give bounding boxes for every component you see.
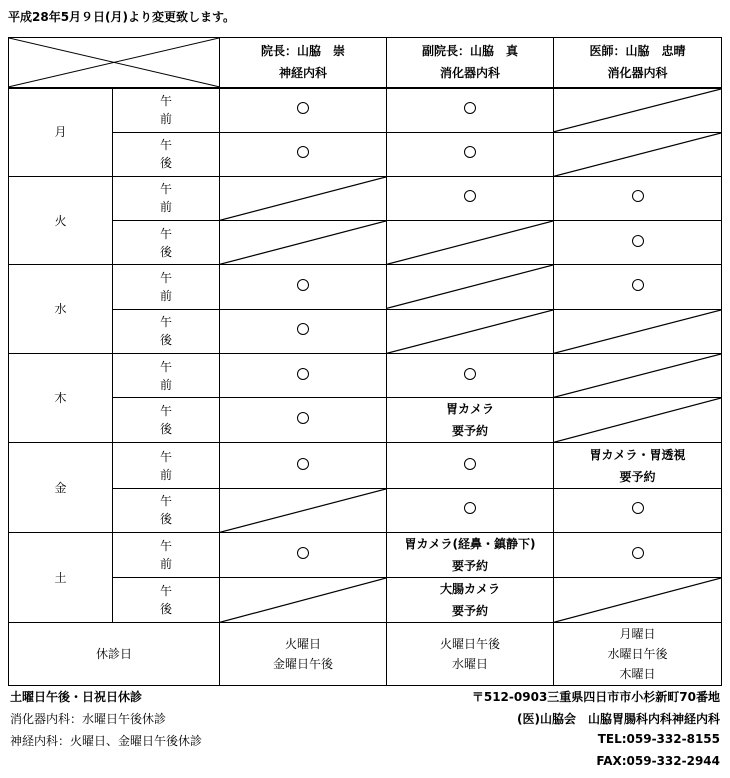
available-circle-icon bbox=[297, 412, 309, 424]
am-label-cell bbox=[113, 265, 220, 309]
available-circle-icon bbox=[297, 323, 309, 335]
pm-label: 後 bbox=[159, 244, 172, 259]
schedule-row bbox=[9, 532, 722, 577]
doctor-title: 副院長：山脇 真 bbox=[421, 44, 518, 59]
am-label: 午 bbox=[159, 94, 172, 109]
pm-label: 午 bbox=[159, 584, 172, 599]
pm-label: 後 bbox=[159, 156, 172, 171]
am-label-cell bbox=[113, 443, 220, 488]
doctor-header bbox=[387, 38, 554, 88]
clinic-tel: TEL:059-332-8155 bbox=[597, 732, 720, 746]
schedule-row bbox=[9, 221, 722, 265]
day-cell: 水 bbox=[9, 265, 113, 354]
am-label-cell bbox=[113, 532, 220, 577]
schedule-row bbox=[9, 176, 722, 220]
schedule-cell bbox=[220, 221, 387, 265]
header-row bbox=[9, 38, 722, 88]
am-label: 前 bbox=[159, 377, 172, 392]
schedule-cell bbox=[220, 353, 387, 397]
corner-cross bbox=[9, 38, 219, 87]
closed-slash bbox=[220, 221, 386, 264]
am-label-cell bbox=[113, 353, 220, 397]
schedule-cell bbox=[554, 176, 722, 220]
holiday-cell bbox=[220, 623, 387, 686]
schedule-cell bbox=[387, 265, 554, 309]
pm-label-cell bbox=[113, 578, 220, 623]
closed-slash bbox=[220, 177, 386, 220]
am-label: 前 bbox=[159, 200, 172, 215]
available-circle-icon bbox=[297, 458, 309, 470]
schedule-cell bbox=[387, 309, 554, 353]
closed-slash bbox=[554, 310, 721, 353]
holiday-value: 月曜日 bbox=[619, 627, 656, 642]
pm-label: 午 bbox=[159, 138, 172, 153]
am-label-cell bbox=[113, 176, 220, 220]
schedule-cell bbox=[220, 443, 387, 488]
pm-label-cell bbox=[113, 309, 220, 353]
pm-label: 午 bbox=[159, 404, 172, 419]
available-circle-icon bbox=[632, 547, 644, 559]
schedule-cell bbox=[554, 488, 722, 532]
schedule-cell bbox=[220, 488, 387, 532]
schedule-cell bbox=[554, 88, 722, 132]
notice-text: 平成28年5月９日(月)より変更致します。 bbox=[8, 10, 236, 24]
pm-label: 午 bbox=[159, 226, 172, 241]
am-label: 午 bbox=[159, 359, 172, 374]
schedule-row bbox=[9, 398, 722, 443]
closed-slash bbox=[387, 265, 553, 308]
schedule-cell bbox=[220, 578, 387, 623]
schedule-cell bbox=[220, 532, 387, 577]
doctor-header bbox=[554, 38, 722, 88]
schedule-cell bbox=[554, 443, 722, 488]
available-circle-icon bbox=[464, 502, 476, 514]
doctor-dept: 消化器内科 bbox=[439, 66, 500, 81]
am-label: 前 bbox=[159, 288, 172, 303]
schedule-cell bbox=[387, 488, 554, 532]
schedule-row bbox=[9, 443, 722, 488]
pm-label: 後 bbox=[159, 333, 172, 348]
available-circle-icon bbox=[632, 190, 644, 202]
closed-slash bbox=[554, 578, 721, 622]
schedule-cell bbox=[554, 578, 722, 623]
holiday-value: 水曜日 bbox=[451, 657, 488, 672]
available-circle-icon bbox=[632, 235, 644, 247]
footer-note-1: 土曜日午後・日祝日休診 bbox=[10, 690, 143, 704]
pm-label: 午 bbox=[159, 315, 172, 330]
schedule-row bbox=[9, 265, 722, 309]
footer-note-3: 神経内科：火曜日、金曜日午後休診 bbox=[10, 734, 203, 748]
holiday-value: 火曜日午後 bbox=[439, 637, 500, 652]
am-label: 前 bbox=[159, 467, 172, 482]
appointment-note: 胃カメラ・胃透視 bbox=[589, 447, 686, 462]
am-label: 午 bbox=[159, 270, 172, 285]
doctor-dept: 消化器内科 bbox=[607, 66, 668, 81]
available-circle-icon bbox=[632, 279, 644, 291]
closed-slash bbox=[220, 578, 386, 622]
clinic-name: (医)山脇会 山脇胃腸科内科神経内科 bbox=[517, 712, 720, 726]
appointment-note: 胃カメラ(経鼻・鎮静下) bbox=[404, 537, 536, 552]
day-cell: 木 bbox=[9, 353, 113, 443]
appointment-note: 要予約 bbox=[619, 469, 656, 484]
header-corner-cell bbox=[9, 38, 220, 88]
available-circle-icon bbox=[297, 547, 309, 559]
closed-slash bbox=[387, 221, 553, 264]
schedule-row bbox=[9, 353, 722, 397]
available-circle-icon bbox=[464, 368, 476, 380]
available-circle-icon bbox=[297, 146, 309, 158]
day-cell: 土 bbox=[9, 532, 113, 623]
pm-label: 午 bbox=[159, 494, 172, 509]
am-label: 午 bbox=[159, 182, 172, 197]
holiday-value: 火曜日 bbox=[284, 637, 321, 652]
pm-label: 後 bbox=[159, 602, 172, 617]
appointment-note: 胃カメラ bbox=[445, 402, 494, 417]
holiday-row bbox=[9, 623, 722, 686]
doctor-title: 医師：山脇 忠晴 bbox=[589, 44, 686, 59]
appointment-note: 要予約 bbox=[451, 559, 488, 574]
schedule-cell bbox=[387, 353, 554, 397]
footer-note-2: 消化器内科：水曜日午後休診 bbox=[10, 712, 167, 726]
closed-slash bbox=[554, 89, 721, 132]
clinic-fax: FAX:059-332-2944 bbox=[596, 754, 720, 768]
pm-label-cell bbox=[113, 488, 220, 532]
available-circle-icon bbox=[297, 102, 309, 114]
schedule-cell bbox=[554, 309, 722, 353]
schedule-cell bbox=[387, 132, 554, 176]
schedule-cell bbox=[387, 532, 554, 577]
day-cell: 火 bbox=[9, 176, 113, 265]
day-cell: 月 bbox=[9, 88, 113, 177]
schedule-cell bbox=[220, 176, 387, 220]
doctor-header bbox=[220, 38, 387, 88]
available-circle-icon bbox=[464, 190, 476, 202]
schedule-cell bbox=[220, 398, 387, 443]
closed-slash bbox=[554, 354, 721, 397]
schedule-cell bbox=[387, 176, 554, 220]
schedule-row bbox=[9, 578, 722, 623]
available-circle-icon bbox=[464, 102, 476, 114]
am-label-cell bbox=[113, 88, 220, 132]
schedule-cell bbox=[387, 443, 554, 488]
schedule-cell bbox=[387, 88, 554, 132]
available-circle-icon bbox=[632, 502, 644, 514]
schedule-cell bbox=[554, 353, 722, 397]
schedule-cell bbox=[554, 221, 722, 265]
schedule-cell bbox=[554, 398, 722, 443]
pm-label: 後 bbox=[159, 512, 172, 527]
schedule-row bbox=[9, 132, 722, 176]
pm-label-cell bbox=[113, 221, 220, 265]
appointment-note: 要予約 bbox=[451, 424, 488, 439]
closed-slash bbox=[554, 398, 721, 442]
doctor-title: 院長：山脇 崇 bbox=[260, 44, 345, 59]
appointment-note: 大腸カメラ bbox=[439, 582, 500, 597]
holiday-cell bbox=[554, 623, 722, 686]
available-circle-icon bbox=[297, 279, 309, 291]
am-label: 前 bbox=[159, 557, 172, 572]
schedule-cell bbox=[220, 265, 387, 309]
am-label: 午 bbox=[159, 539, 172, 554]
schedule-cell bbox=[220, 309, 387, 353]
available-circle-icon bbox=[464, 146, 476, 158]
pm-label-cell bbox=[113, 132, 220, 176]
available-circle-icon bbox=[297, 368, 309, 380]
holiday-value: 水曜日午後 bbox=[607, 647, 668, 662]
closed-slash bbox=[554, 133, 721, 176]
appointment-note: 要予約 bbox=[451, 604, 488, 619]
schedule-cell bbox=[387, 398, 554, 443]
doctor-dept: 神経内科 bbox=[278, 66, 327, 81]
holiday-cell bbox=[387, 623, 554, 686]
schedule-cell bbox=[554, 265, 722, 309]
schedule-row bbox=[9, 309, 722, 353]
holiday-value: 木曜日 bbox=[619, 667, 656, 682]
am-label: 前 bbox=[159, 112, 172, 127]
schedule-cell bbox=[387, 221, 554, 265]
schedule-cell bbox=[554, 532, 722, 577]
am-label: 午 bbox=[159, 449, 172, 464]
schedule-row bbox=[9, 88, 722, 132]
closed-slash bbox=[220, 489, 386, 532]
clinic-address: 〒512-0903三重県四日市市小杉新町70番地 bbox=[471, 690, 720, 704]
pm-label-cell bbox=[113, 398, 220, 443]
schedule-cell bbox=[554, 132, 722, 176]
available-circle-icon bbox=[464, 458, 476, 470]
schedule-cell bbox=[220, 88, 387, 132]
day-cell: 金 bbox=[9, 443, 113, 533]
closed-slash bbox=[387, 310, 553, 353]
schedule-cell bbox=[220, 132, 387, 176]
schedule-cell bbox=[387, 578, 554, 623]
pm-label: 後 bbox=[159, 422, 172, 437]
schedule-table bbox=[8, 37, 722, 686]
holiday-label: 休診日 bbox=[9, 623, 220, 686]
schedule-row bbox=[9, 488, 722, 532]
holiday-value: 金曜日午後 bbox=[272, 657, 333, 672]
